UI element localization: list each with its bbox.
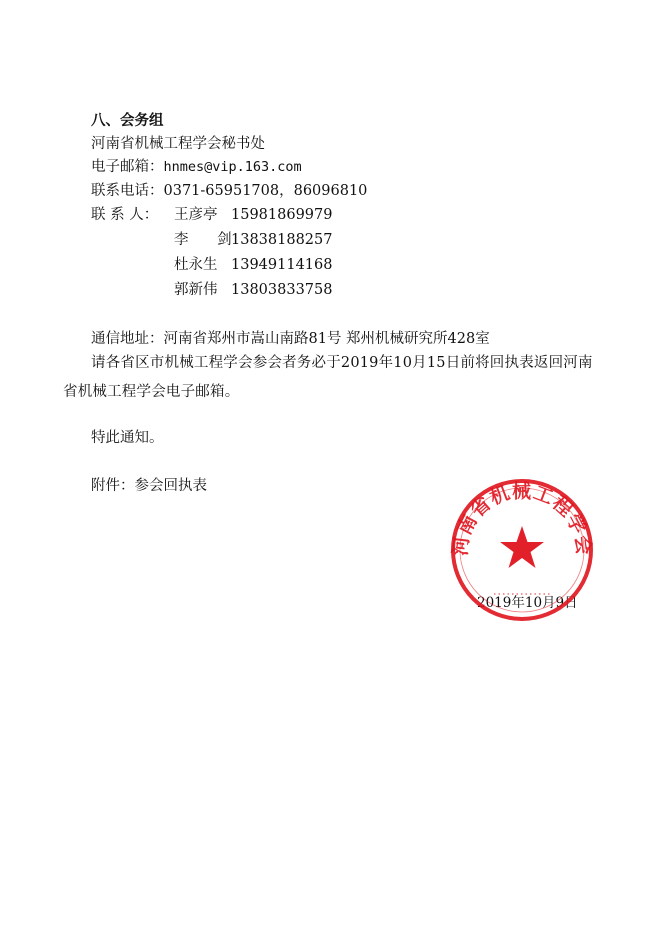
contact-name: 王彦亭	[174, 207, 218, 223]
email-line	[91, 157, 302, 177]
organizer-name: 河南省机械工程学会秘书处	[91, 136, 265, 152]
contact-phone: 15981869979	[231, 207, 333, 223]
attachment-line: 附件：参会回执表	[91, 478, 207, 494]
contact-label: 联 系 人：	[91, 207, 159, 223]
seal-star-icon	[500, 526, 544, 568]
contact-name: 李 剑	[174, 232, 244, 248]
contact-row	[174, 205, 332, 225]
section-heading: 八、会务组	[91, 113, 164, 129]
official-seal	[448, 476, 596, 624]
request-paragraph: 请各省区市机械工程学会参会者务必于2019年10月15日前将回执表返回河南省机械工程学会电子邮箱。	[63, 355, 593, 400]
mailing-address: 通信地址：河南省郑州市嵩山南路81号 郑州机械研究所428室	[91, 331, 490, 347]
contact-row	[174, 230, 332, 250]
phone-line	[91, 181, 367, 201]
email-label: 电子邮箱：	[91, 159, 164, 175]
contact-phone: 13803833758	[231, 282, 333, 298]
phone-label: 联系电话：	[91, 183, 164, 199]
contact-row	[174, 255, 332, 275]
contact-row	[174, 280, 332, 300]
closing-notice: 特此通知。	[91, 430, 164, 446]
contact-name: 杜永生	[174, 257, 218, 273]
contact-phone: 13838188257	[231, 232, 333, 248]
seal-text: 河南省机械工程学会	[449, 480, 595, 557]
phone-value: 0371-65951708，86096810	[163, 183, 368, 199]
email-value: hnmes@vip.163.com	[163, 159, 302, 175]
contact-phone: 13949114168	[231, 257, 333, 273]
issue-date: 2019年10月9日	[477, 595, 578, 611]
contact-name: 郭新伟	[174, 282, 218, 298]
